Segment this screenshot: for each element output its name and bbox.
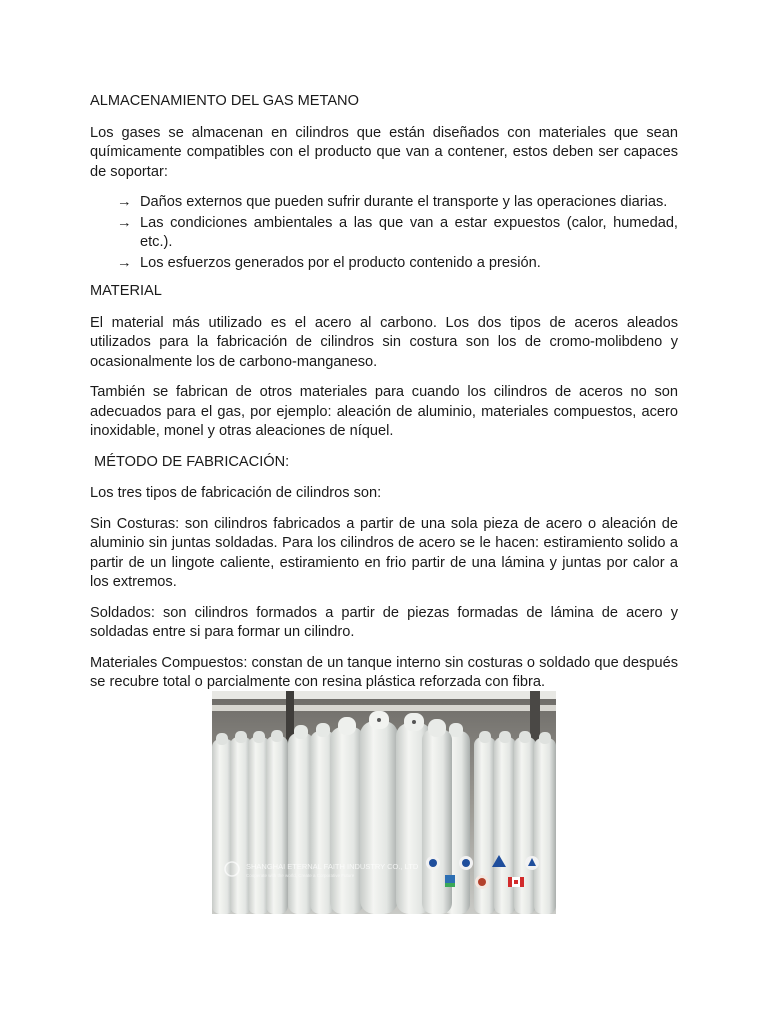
watermark-text: SHANGHAI ETERNAL FAITH INDUSTRY CO., LTD (246, 862, 419, 871)
arrow-icon: → (117, 214, 132, 231)
intro-paragraph: Los gases se almacenan en cilindros que están diseñados con materiales que sean químicamente compatibles con el producto que van a contener, estos deben ser capaces de soportar: (90, 124, 678, 180)
list-item: → Daños externos que pueden sufrir durante el transporte y las operaciones diarias. (140, 193, 678, 213)
watermark-subtext: Cooperate with the world, Create a Corporative Future (246, 873, 355, 878)
method-paragraph: Materiales Compuestos: constan de un tanque interno sin costuras o soldado que después se recubre total o parcialmente con resina plástica reforzada con fibra. (90, 654, 678, 690)
method-heading: MÉTODO DE FABRICACIÓN: (90, 453, 290, 470)
document-body (90, 92, 678, 704)
material-paragraph: También se fabrican de otros materiales para cuando los cilindros de aceros no son adecuados para el gas, por ejemplo: aleación de aluminio, materiales compuestos, acero inoxidable, monel y otras aleaciones de níquel. (90, 384, 678, 439)
method-paragraph: Sin Costuras: son cilindros fabricados a partir de una sola pieza de acero o aleación de aluminio sin juntas soldadas. Para los cilindros de acero se le hacen: estiramiento solido a partir de un lingote caliente, estiramiento en frio partir de una lámina y juntas por calor a los extremos. (90, 515, 678, 590)
material-paragraph: El material más utilizado es el acero al carbono. Los dos tipos de aceros aleados utilizados para la fabricación de cilindros sin costura son los de cromo-molibdeno y ocasionalmente los de carbono-manganeso. (90, 314, 678, 370)
requirements-list (90, 193, 678, 273)
gas-cylinders-photo (212, 691, 556, 914)
list-item: → Las condiciones ambientales a las que van a estar expuestos (calor, humedad, etc.). (117, 214, 678, 250)
page-title: ALMACENAMIENTO DEL GAS METANO (90, 93, 359, 109)
method-intro: Los tres tipos de fabricación de cilindros son: (90, 485, 382, 501)
list-item: → Los esfuerzos generados por el producto contenido a presión. (140, 254, 678, 274)
arrow-icon: → (117, 194, 132, 210)
arrow-icon: → (117, 254, 132, 271)
method-paragraph: Soldados: son cilindros formados a partir de piezas formadas de lámina de acero y soldadas entre si para formar un cilindro. (90, 604, 678, 640)
material-heading: MATERIAL (90, 283, 162, 299)
cylinders-image (212, 691, 556, 914)
